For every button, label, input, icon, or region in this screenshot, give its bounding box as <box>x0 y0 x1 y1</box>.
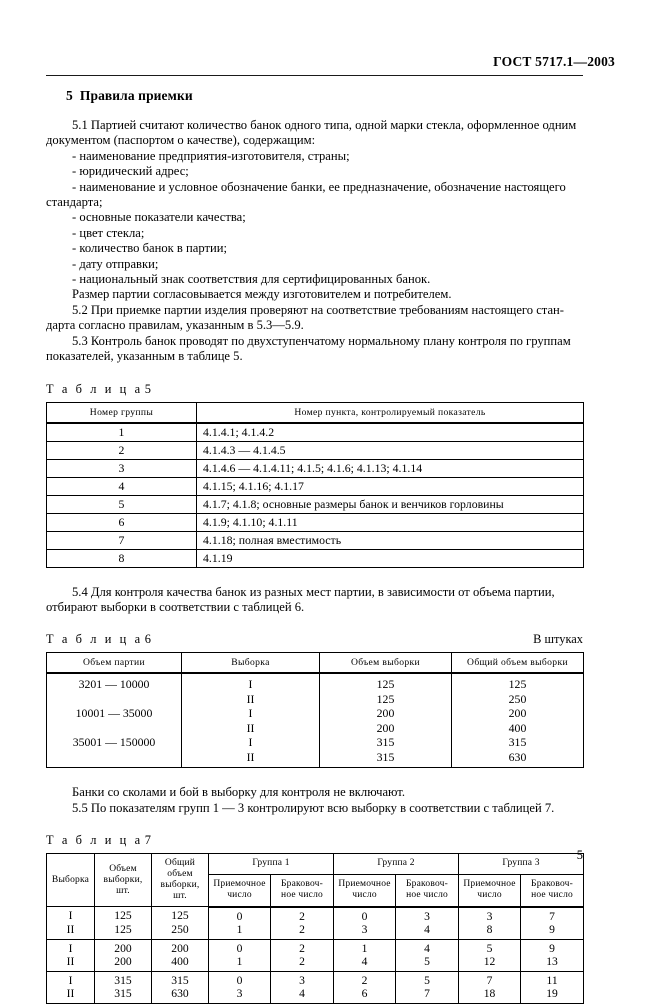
table-row <box>47 692 584 707</box>
table7-cell: 7 <box>459 971 521 987</box>
table6-cell: 250 <box>452 692 584 707</box>
table7-col-total-volume-l2: объем <box>167 869 193 880</box>
label-line1: Приемочное <box>213 879 266 890</box>
table6-cell: 3201 — 10000 <box>47 673 182 692</box>
table6-cell <box>47 721 182 736</box>
table-row <box>47 513 584 531</box>
table5-cell-group: 7 <box>47 531 197 549</box>
table-row <box>47 721 584 736</box>
table7-col-sample-volume-l2: выборки, <box>103 874 143 885</box>
list-item-jar-count: - количество банок в партии; <box>72 241 227 256</box>
label-line1: Приемочное <box>463 879 516 890</box>
table6-body <box>47 673 584 768</box>
table7-g1-rejection <box>271 874 334 906</box>
table7-group-3-header: Группа 3 <box>459 854 584 875</box>
table6-cell: 125 <box>320 692 452 707</box>
table6-cell: I <box>182 706 320 721</box>
table7-g1-acceptance <box>209 874 271 906</box>
table-row <box>47 423 584 442</box>
table6-col-batch-volume: Объем партии <box>47 653 182 674</box>
table7-cell: 3 <box>209 987 271 1003</box>
table7-cell: I <box>47 971 95 987</box>
section-number: 5 <box>66 88 73 103</box>
table6-header-row <box>47 653 584 674</box>
table7-group-2-header: Группа 2 <box>334 854 459 875</box>
table6-cell: 125 <box>452 673 584 692</box>
table5-cell-group: 6 <box>47 513 197 531</box>
label-line2: ное число <box>281 890 323 901</box>
table6-cell: I <box>182 673 320 692</box>
table6-cell: 315 <box>320 750 452 768</box>
table7-caption-word: Т а б л и ц а <box>46 833 143 848</box>
table7-cell: 9 <box>521 939 584 955</box>
table5-col-clause: Номер пункта, контролируемый показатель <box>197 402 584 423</box>
table-row <box>47 987 584 1003</box>
table7-cell: 0 <box>209 939 271 955</box>
table-row <box>47 673 584 692</box>
paragraph-chips-note: Банки со сколами и бой в выборку для контроля не включают. <box>72 785 405 800</box>
table6-cell: 35001 — 150000 <box>47 735 182 750</box>
paragraph-5-4-line1: 5.4 Для контроля качества банок из разных мест партии, в зависимости от объема партии, <box>72 584 555 599</box>
table7-g3-acceptance <box>459 874 521 906</box>
table7-cell: 200 <box>152 939 209 955</box>
spacer <box>46 816 583 833</box>
table7-cell: 0 <box>209 907 271 924</box>
paragraph-5-1-line1: 5.1 Партией считают количество банок одного типа, одной марки стекла, оформленное одним <box>72 118 577 132</box>
table7-col-total-volume-l4: шт. <box>173 891 187 902</box>
table-row <box>47 531 584 549</box>
table6-col-sample: Выборка <box>182 653 320 674</box>
table5-cell-value: 4.1.4.1; 4.1.4.2 <box>197 423 584 442</box>
table5-cell-value: 4.1.15; 4.1.16; 4.1.17 <box>197 477 584 495</box>
table7-caption-number: 7 <box>144 833 151 848</box>
label-line2: ное число <box>531 890 573 901</box>
table7-cell: 200 <box>95 939 152 955</box>
table5-col-group-number: Номер группы <box>47 402 197 423</box>
table7-cell: 5 <box>459 939 521 955</box>
table-row <box>47 549 584 567</box>
table7-cell: 3 <box>271 971 334 987</box>
table7-cell: 1 <box>209 923 271 939</box>
table7-cell: 9 <box>521 923 584 939</box>
page-content <box>46 88 583 1004</box>
list-item-designation-line2: стандарта; <box>46 195 103 210</box>
table5-cell-value: 4.1.19 <box>197 549 584 567</box>
table5-cell-group: 5 <box>47 495 197 513</box>
table6-cell: 200 <box>452 706 584 721</box>
table-row <box>47 955 584 971</box>
table6-cell: II <box>182 692 320 707</box>
table7-col-sample-volume-l3: шт. <box>116 885 130 896</box>
label-line2: число <box>352 890 377 901</box>
table7-cell: 3 <box>334 923 396 939</box>
label-line2: число <box>227 890 252 901</box>
table6-cell: I <box>182 735 320 750</box>
list-item-glass-color: - цвет стекла; <box>72 225 145 240</box>
table5-cell-group: 3 <box>47 459 197 477</box>
table7-cell: 4 <box>396 923 459 939</box>
table6-cell: 400 <box>452 721 584 736</box>
table5-cell-group: 4 <box>47 477 197 495</box>
table7-g2-rejection <box>396 874 459 906</box>
table-row <box>47 706 584 721</box>
table6-caption-number: 6 <box>144 632 151 647</box>
label-line2: число <box>477 890 502 901</box>
table7-cell: 12 <box>459 955 521 971</box>
table7-cell: 5 <box>396 971 459 987</box>
table7-cell: 3 <box>396 907 459 924</box>
table-row <box>47 459 584 477</box>
table5-cell-group: 2 <box>47 441 197 459</box>
table5-caption <box>46 382 151 397</box>
paragraph-5-2-line1: 5.2 При приемке партии изделия проверяют на соответствие требованиям настоящего стан- <box>72 302 564 317</box>
table-row <box>47 971 584 987</box>
table7-cell: 2 <box>271 939 334 955</box>
table7-cell: II <box>47 987 95 1003</box>
table-row <box>47 441 584 459</box>
table7-caption-row <box>46 833 583 848</box>
header-rule <box>46 75 583 76</box>
table6-col-total-sample-volume: Общий объем выборки <box>452 653 584 674</box>
table7-cell: 125 <box>95 923 152 939</box>
table6-cell: II <box>182 721 320 736</box>
table7-cell: 4 <box>334 955 396 971</box>
table7-cell: 125 <box>95 907 152 924</box>
table7-g2-acceptance <box>334 874 396 906</box>
table7-body <box>47 907 584 1004</box>
table7-cell: II <box>47 923 95 939</box>
spacer <box>46 768 583 785</box>
table7-cell: 13 <box>521 955 584 971</box>
table7-cell: 3 <box>459 907 521 924</box>
paragraph-batch-size: Размер партии согласовывается между изготовителем и потребителем. <box>72 287 452 302</box>
table7-cell: 19 <box>521 987 584 1003</box>
label-line1: Браковоч- <box>406 879 449 890</box>
list-item-conformity-mark: - национальный знак соответствия для сертифицированных банок. <box>72 272 431 287</box>
table7-cell: 2 <box>271 955 334 971</box>
table6-col-sample-volume: Объем выборки <box>320 653 452 674</box>
table5-cell-value: 4.1.7; 4.1.8; основные размеры банок и венчиков горловины <box>197 495 584 513</box>
table7-cell: 2 <box>271 923 334 939</box>
table7-cell: 0 <box>209 971 271 987</box>
spacer <box>46 365 583 382</box>
table6-cell <box>47 692 182 707</box>
table7-g3-rejection <box>521 874 584 906</box>
table7-col-sample-volume-l1: Объем <box>109 863 137 874</box>
table7-cell: 18 <box>459 987 521 1003</box>
table-5 <box>46 402 584 568</box>
table7-cell: 1 <box>209 955 271 971</box>
table-row <box>47 907 584 924</box>
table7-cell: 315 <box>95 987 152 1003</box>
table6-caption <box>46 632 151 647</box>
table7-cell: 125 <box>152 907 209 924</box>
page-title <box>46 88 583 104</box>
paragraph-5-5: 5.5 По показателям групп 1 — 3 контролируют всю выборку в соответствии с таблицей 7. <box>72 800 555 815</box>
table7-col-total-volume-l1: Общий <box>164 858 196 869</box>
table-row <box>47 495 584 513</box>
list-item-quality-indicators: - основные показатели качества; <box>72 210 246 225</box>
table5-cell-value: 4.1.18; полная вместимость <box>197 531 584 549</box>
table6-cell: 315 <box>452 735 584 750</box>
list-item-legal-address: - юридический адрес; <box>72 164 189 179</box>
table-6 <box>46 652 584 768</box>
paragraph-5-2-line2: дарта согласно правилам, указанным в 5.3—5.9. <box>46 318 304 333</box>
table7-cell: 400 <box>152 955 209 971</box>
table5-cell-group: 8 <box>47 549 197 567</box>
table7-col-total-volume-l3: выборки, <box>160 880 200 891</box>
table-row <box>47 477 584 495</box>
table7-cell: 8 <box>459 923 521 939</box>
table6-cell: 630 <box>452 750 584 768</box>
label-line1: Браковоч- <box>531 879 574 890</box>
table7-cell: 315 <box>152 971 209 987</box>
table7-caption <box>46 833 151 848</box>
table-row <box>47 939 584 955</box>
table7-cell: 11 <box>521 971 584 987</box>
table7-cell: 630 <box>152 987 209 1003</box>
paragraph-5-3-line1: 5.3 Контроль банок проводят по двухступенчатому нормальному плану контроля по группам <box>72 333 571 348</box>
table-row <box>47 923 584 939</box>
paragraph-5-3-line2: показателей, указанным в таблице 5. <box>46 349 243 364</box>
table6-cell: 200 <box>320 706 452 721</box>
table6-caption-word: Т а б л и ц а <box>46 632 143 647</box>
table7-cell: 1 <box>334 939 396 955</box>
table7-cell: 5 <box>396 955 459 971</box>
label-line1: Браковоч- <box>281 879 323 890</box>
table5-cell-value: 4.1.9; 4.1.10; 4.1.11 <box>197 513 584 531</box>
table7-cell: 0 <box>334 907 396 924</box>
table-7 <box>46 853 584 1004</box>
table6-units: В штуках <box>533 632 583 647</box>
table5-caption-number: 5 <box>144 381 151 396</box>
table6-cell: 125 <box>320 673 452 692</box>
label-line1: Приемочное <box>338 879 391 890</box>
table-row <box>47 750 584 768</box>
table5-cell-value: 4.1.4.6 — 4.1.4.11; 4.1.5; 4.1.6; 4.1.13; 4.1.14 <box>197 459 584 477</box>
table7-cell: 2 <box>271 907 334 924</box>
table6-cell: 315 <box>320 735 452 750</box>
spacer <box>46 615 583 632</box>
table5-cell-value: 4.1.4.3 — 4.1.4.5 <box>197 441 584 459</box>
table7-cell: 315 <box>95 971 152 987</box>
table7-col-sample: Выборка <box>47 854 95 907</box>
label-line2: ное число <box>406 890 448 901</box>
table7-cell: I <box>47 939 95 955</box>
table5-caption-row <box>46 382 583 397</box>
table7-cell: I <box>47 907 95 924</box>
table5-body <box>47 423 584 568</box>
table7-cell: 4 <box>271 987 334 1003</box>
table7-cell: 2 <box>334 971 396 987</box>
list-item-manufacturer: - наименование предприятия-изготовителя, страны; <box>72 148 350 163</box>
table7-group-1-header: Группа 1 <box>209 854 334 875</box>
table6-cell: II <box>182 750 320 768</box>
page-number: 5 <box>576 848 583 862</box>
table6-cell: 200 <box>320 721 452 736</box>
table7-cell: 7 <box>396 987 459 1003</box>
table5-caption-word: Т а б л и ц а <box>46 381 143 396</box>
table5-cell-group: 1 <box>47 423 197 442</box>
running-header: ГОСТ 5717.1—2003 <box>493 54 615 69</box>
table7-cell: 250 <box>152 923 209 939</box>
paragraph-5-1-line2: документом (паспортом о качестве), содержащим: <box>46 133 316 148</box>
list-item-designation-line1: - наименование и условное обозначение банки, ее предназначение, обозначение настоящего <box>72 179 566 194</box>
section-title-text: Правила приемки <box>79 88 193 103</box>
table-row <box>47 735 584 750</box>
spacer <box>46 568 583 585</box>
table7-cell: 6 <box>334 987 396 1003</box>
table7-cell: 200 <box>95 955 152 971</box>
paragraph-5-4-line2: отбирают выборки в соответствии с таблицей 6. <box>46 599 305 614</box>
table6-cell <box>47 750 182 768</box>
table5-header-row <box>47 402 584 423</box>
list-item-dispatch-date: - дату отправки; <box>72 256 159 271</box>
table6-cell: 10001 — 35000 <box>47 706 182 721</box>
table7-cell: 4 <box>396 939 459 955</box>
table7-cell: II <box>47 955 95 971</box>
table7-cell: 7 <box>521 907 584 924</box>
table6-caption-row <box>46 632 583 647</box>
